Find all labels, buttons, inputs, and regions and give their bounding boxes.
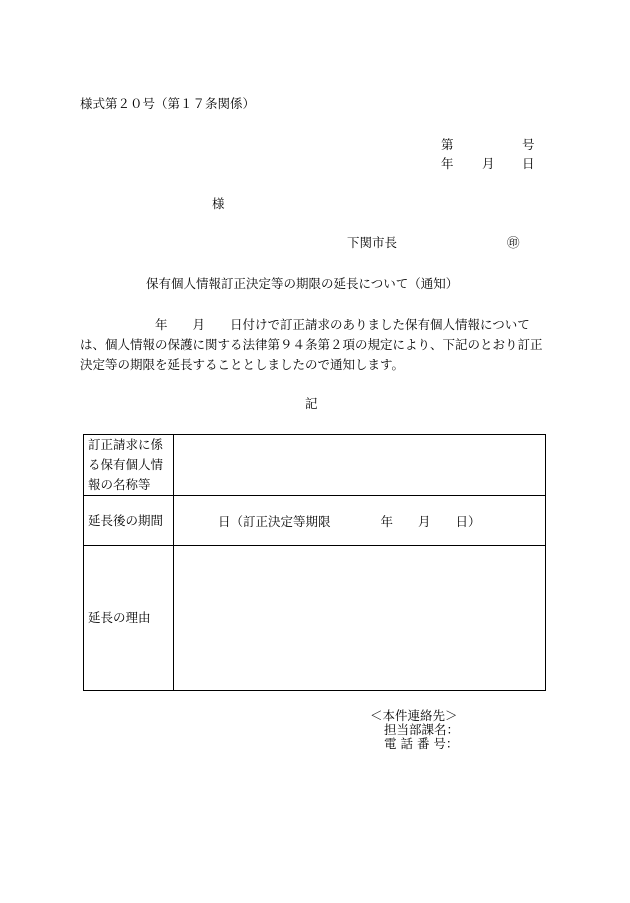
table-row xyxy=(84,435,546,496)
request-info-label: 訂正請求に係る保有個人情報の名称等 xyxy=(84,435,174,496)
recipient-honorific: 様 xyxy=(212,196,225,211)
extension-period-label: 延長後の期間 xyxy=(84,496,174,546)
request-info-value xyxy=(174,435,546,496)
document-title: 保有個人情報訂正決定等の期限の延長について（通知） xyxy=(146,276,459,291)
form-number: 様式第２０号（第１７条関係） xyxy=(80,96,256,111)
table-row xyxy=(84,496,546,546)
extension-period-value: 日（訂正決定等期限 年 月 日） xyxy=(174,496,546,546)
date-day-label: 日 xyxy=(522,156,535,171)
contact-department-label: 担当部課名： xyxy=(384,722,460,737)
contact-heading: ＜本件連絡先＞ xyxy=(370,708,458,723)
record-heading: 記 xyxy=(305,396,318,411)
seal-mark: ㊞ xyxy=(507,235,520,250)
table-row xyxy=(84,546,546,691)
document-number-label: 第 xyxy=(441,137,454,152)
date-month-label: 月 xyxy=(482,156,495,171)
issuer-name: 下関市長 xyxy=(347,235,398,250)
extension-reason-label: 延長の理由 xyxy=(84,546,174,691)
extension-reason-value xyxy=(174,546,546,691)
record-table xyxy=(83,434,546,691)
document-number-suffix: 号 xyxy=(522,137,535,152)
contact-phone-label: 電 話 番 号： xyxy=(384,736,459,751)
date-year-label: 年 xyxy=(441,156,454,171)
contact-block xyxy=(370,709,459,751)
body-paragraph: 年 月 日付けで訂正請求のありました保有個人情報については、個人情報の保護に関する法律第９４条第２項の規定により、下記のとおり訂正決定等の期限を延長することとしましたので通知します。 xyxy=(80,317,543,372)
